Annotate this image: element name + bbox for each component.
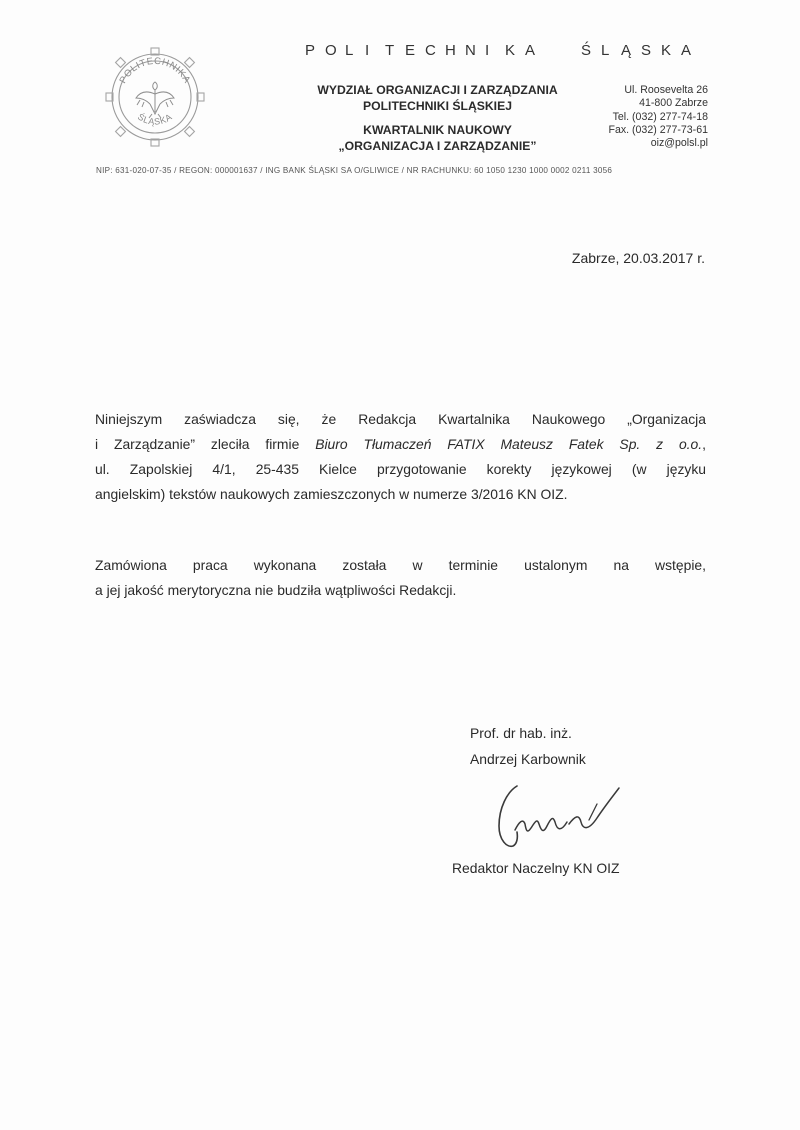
paragraph-2-line-1: Zamówiona praca wykonana została w terminie ustalonym na wstępie, bbox=[95, 557, 706, 573]
company-name: Biuro Tłumaczeń FATIX Mateusz Fatek Sp. z o.o. bbox=[315, 436, 703, 452]
svg-text:POLITECHNIKA bbox=[117, 56, 192, 86]
university-name-letter: E bbox=[405, 42, 416, 59]
department-line-1: WYDZIAŁ ORGANIZACJI I ZARZĄDZANIA bbox=[317, 83, 558, 97]
university-name-letter: H bbox=[445, 42, 456, 59]
university-name-letter: N bbox=[465, 42, 476, 59]
university-name-letter: K bbox=[505, 42, 516, 59]
contact-fax: Fax. (032) 277-73-61 bbox=[608, 123, 708, 136]
handwritten-signature bbox=[485, 778, 635, 853]
letter-date: Zabrze, 20.03.2017 r. bbox=[571, 250, 705, 266]
university-name-letter: P bbox=[305, 42, 316, 59]
department-line-2: POLITECHNIKI ŚLĄSKIEJ bbox=[363, 99, 512, 113]
seal-text-top: POLITECHNIKA bbox=[117, 55, 193, 86]
university-name-letter: C bbox=[425, 42, 436, 59]
contact-email: oiz@polsl.pl bbox=[650, 137, 708, 150]
paragraph-1-line-1: Niniejszym zaświadcza się, że Redakcja Kwartalnika Naukowego „Organizacja bbox=[95, 411, 706, 427]
department-name bbox=[300, 82, 575, 114]
journal-line-2: „ORGANIZACJA I ZARZĄDZANIE” bbox=[338, 139, 537, 153]
university-name-letter: S bbox=[641, 42, 652, 59]
signatory-role: Redaktor Naczelny KN OIZ bbox=[452, 860, 620, 876]
university-name bbox=[305, 42, 720, 59]
contact-block bbox=[590, 84, 708, 150]
university-name-letter: I bbox=[365, 42, 370, 59]
registry-line: NIP: 631-020-07-35 / REGON: 000001637 / ING BANK ŚLĄSKI SA O/GLIWICE / NR RACHUNKU: 60 1050 1230 1000 0002 0211 3056 bbox=[96, 166, 613, 175]
paragraph-1-line-4: angielskim) tekstów naukowych zamieszczonych w numerze 3/2016 KN OIZ. bbox=[95, 486, 568, 502]
paragraph-1-line-2 bbox=[95, 432, 706, 457]
contact-city: 41-800 Zabrze bbox=[639, 97, 708, 110]
contact-street: Ul. Roosevelta 26 bbox=[624, 84, 708, 96]
paragraph-1-line-3: ul. Zapolskiej 4/1, 25-435 Kielce przygotowanie korekty językowej (w języku bbox=[95, 461, 706, 477]
journal-name bbox=[300, 122, 575, 154]
university-name-letter: Ś bbox=[581, 42, 592, 59]
contact-tel: Tel. (032) 277-74-18 bbox=[612, 110, 708, 123]
university-name-letter: Ą bbox=[621, 42, 632, 59]
paragraph-1-line-2-a: i Zarządzanie” zleciła firmie bbox=[95, 436, 316, 452]
signatory-title: Prof. dr hab. inż. bbox=[470, 725, 572, 741]
university-name-letter: A bbox=[525, 42, 536, 59]
university-seal-icon bbox=[100, 42, 210, 152]
university-name-letter: A bbox=[681, 42, 692, 59]
seal-text-bottom: ŚLĄSKA bbox=[135, 111, 175, 127]
university-name-letter: L bbox=[345, 42, 354, 59]
university-name-letter: I bbox=[485, 42, 490, 59]
paragraph-2-line-2: a jej jakość merytoryczna nie budziła wątpliwości Redakcji. bbox=[95, 582, 457, 598]
university-name-letter: O bbox=[325, 42, 337, 59]
paragraph-2 bbox=[95, 553, 706, 603]
paragraph-1-line-2-b: , bbox=[702, 436, 706, 452]
journal-line-1: KWARTALNIK NAUKOWY bbox=[363, 123, 512, 137]
paragraph-1 bbox=[95, 407, 706, 507]
university-name-letter: K bbox=[661, 42, 672, 59]
university-name-letter: T bbox=[385, 42, 395, 59]
university-name-letter: L bbox=[601, 42, 610, 59]
signatory-name: Andrzej Karbownik bbox=[470, 751, 586, 767]
